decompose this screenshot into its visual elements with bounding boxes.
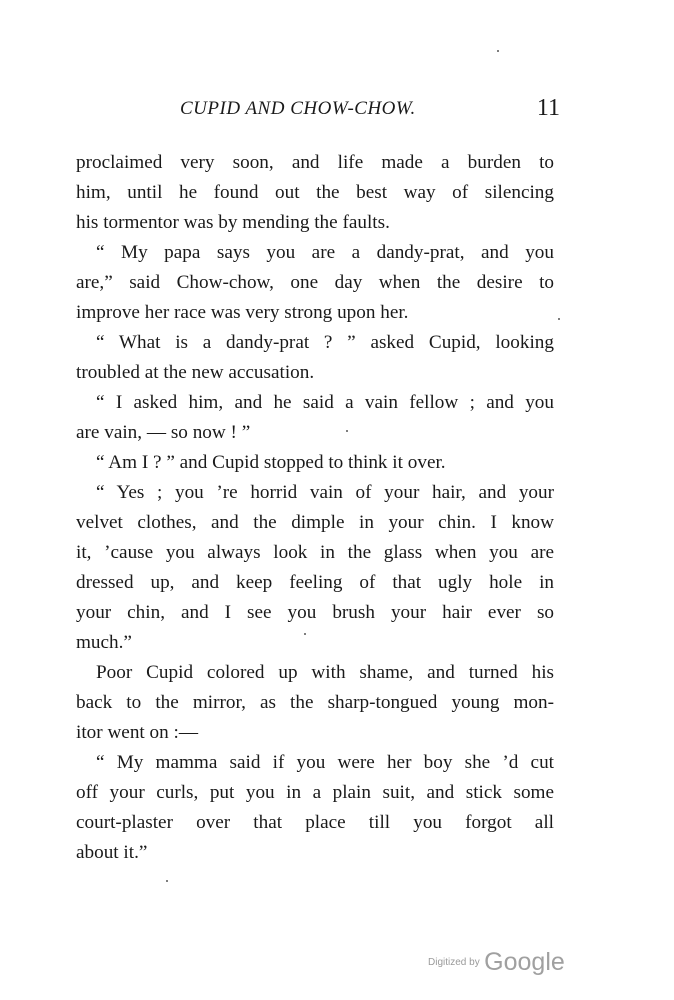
text-line: “ My mamma said if you were her boy she ’d cut [96,752,554,773]
text-line: “ Am I ? ” and Cupid stopped to think it over. [96,452,446,473]
text-line: are,” said Chow-chow, one day when the desire to [76,272,554,293]
text-line: “ What is a dandy-prat ? ” asked Cupid, looking [96,332,554,353]
text-line: it, ’cause you always look in the glass when you are [76,542,554,563]
text-line: are vain, — so now ! ” [76,422,251,443]
text-line: “ Yes ; you ’re horrid vain of your hair, and your [96,482,554,503]
text-line: court-plaster over that place till you forgot all [76,812,554,833]
paragraph [76,478,554,658]
text-line: his tormentor was by mending the faults. [76,212,390,233]
text-line: troubled at the new accusation. [76,362,315,383]
paragraph [76,658,554,748]
paragraph [76,448,554,478]
paragraph [76,328,554,388]
digitized-watermark [428,948,565,977]
running-title: CUPID AND CHOW-CHOW. [180,98,416,119]
body-text [76,148,554,868]
scan-speck [304,633,306,635]
scan-speck [558,318,560,320]
paragraph [76,238,554,328]
text-line: much.” [76,632,132,653]
paragraph [76,388,554,448]
watermark-brand: Google [484,948,565,976]
scan-speck [166,880,168,882]
text-line: about it.” [76,842,148,863]
running-header [180,95,560,128]
text-line: velvet clothes, and the dimple in your chin. I know [76,512,554,533]
text-line: “ I asked him, and he said a vain fellow ; and you [96,392,554,413]
scan-speck [346,430,348,432]
text-line: your chin, and I see you brush your hair ever so [76,602,554,623]
paragraph [76,748,554,868]
scan-speck [497,50,499,52]
watermark-prefix: Digitized by [428,957,480,968]
text-line: dressed up, and keep feeling of that ugly hole in [76,572,554,593]
text-line: itor went on :— [76,722,199,743]
text-line: proclaimed very soon, and life made a burden to [76,152,554,173]
text-line: Poor Cupid colored up with shame, and turned his [96,662,554,683]
text-line: back to the mirror, as the sharp-tongued young mon- [76,692,554,713]
page-number: 11 [536,95,560,121]
text-line: off your curls, put you in a plain suit, and stick some [76,782,554,803]
text-line: “ My papa says you are a dandy-prat, and you [96,242,554,263]
paragraph [76,148,554,238]
text-line: him, until he found out the best way of silencing [76,182,554,203]
text-line: improve her race was very strong upon her. [76,302,409,323]
